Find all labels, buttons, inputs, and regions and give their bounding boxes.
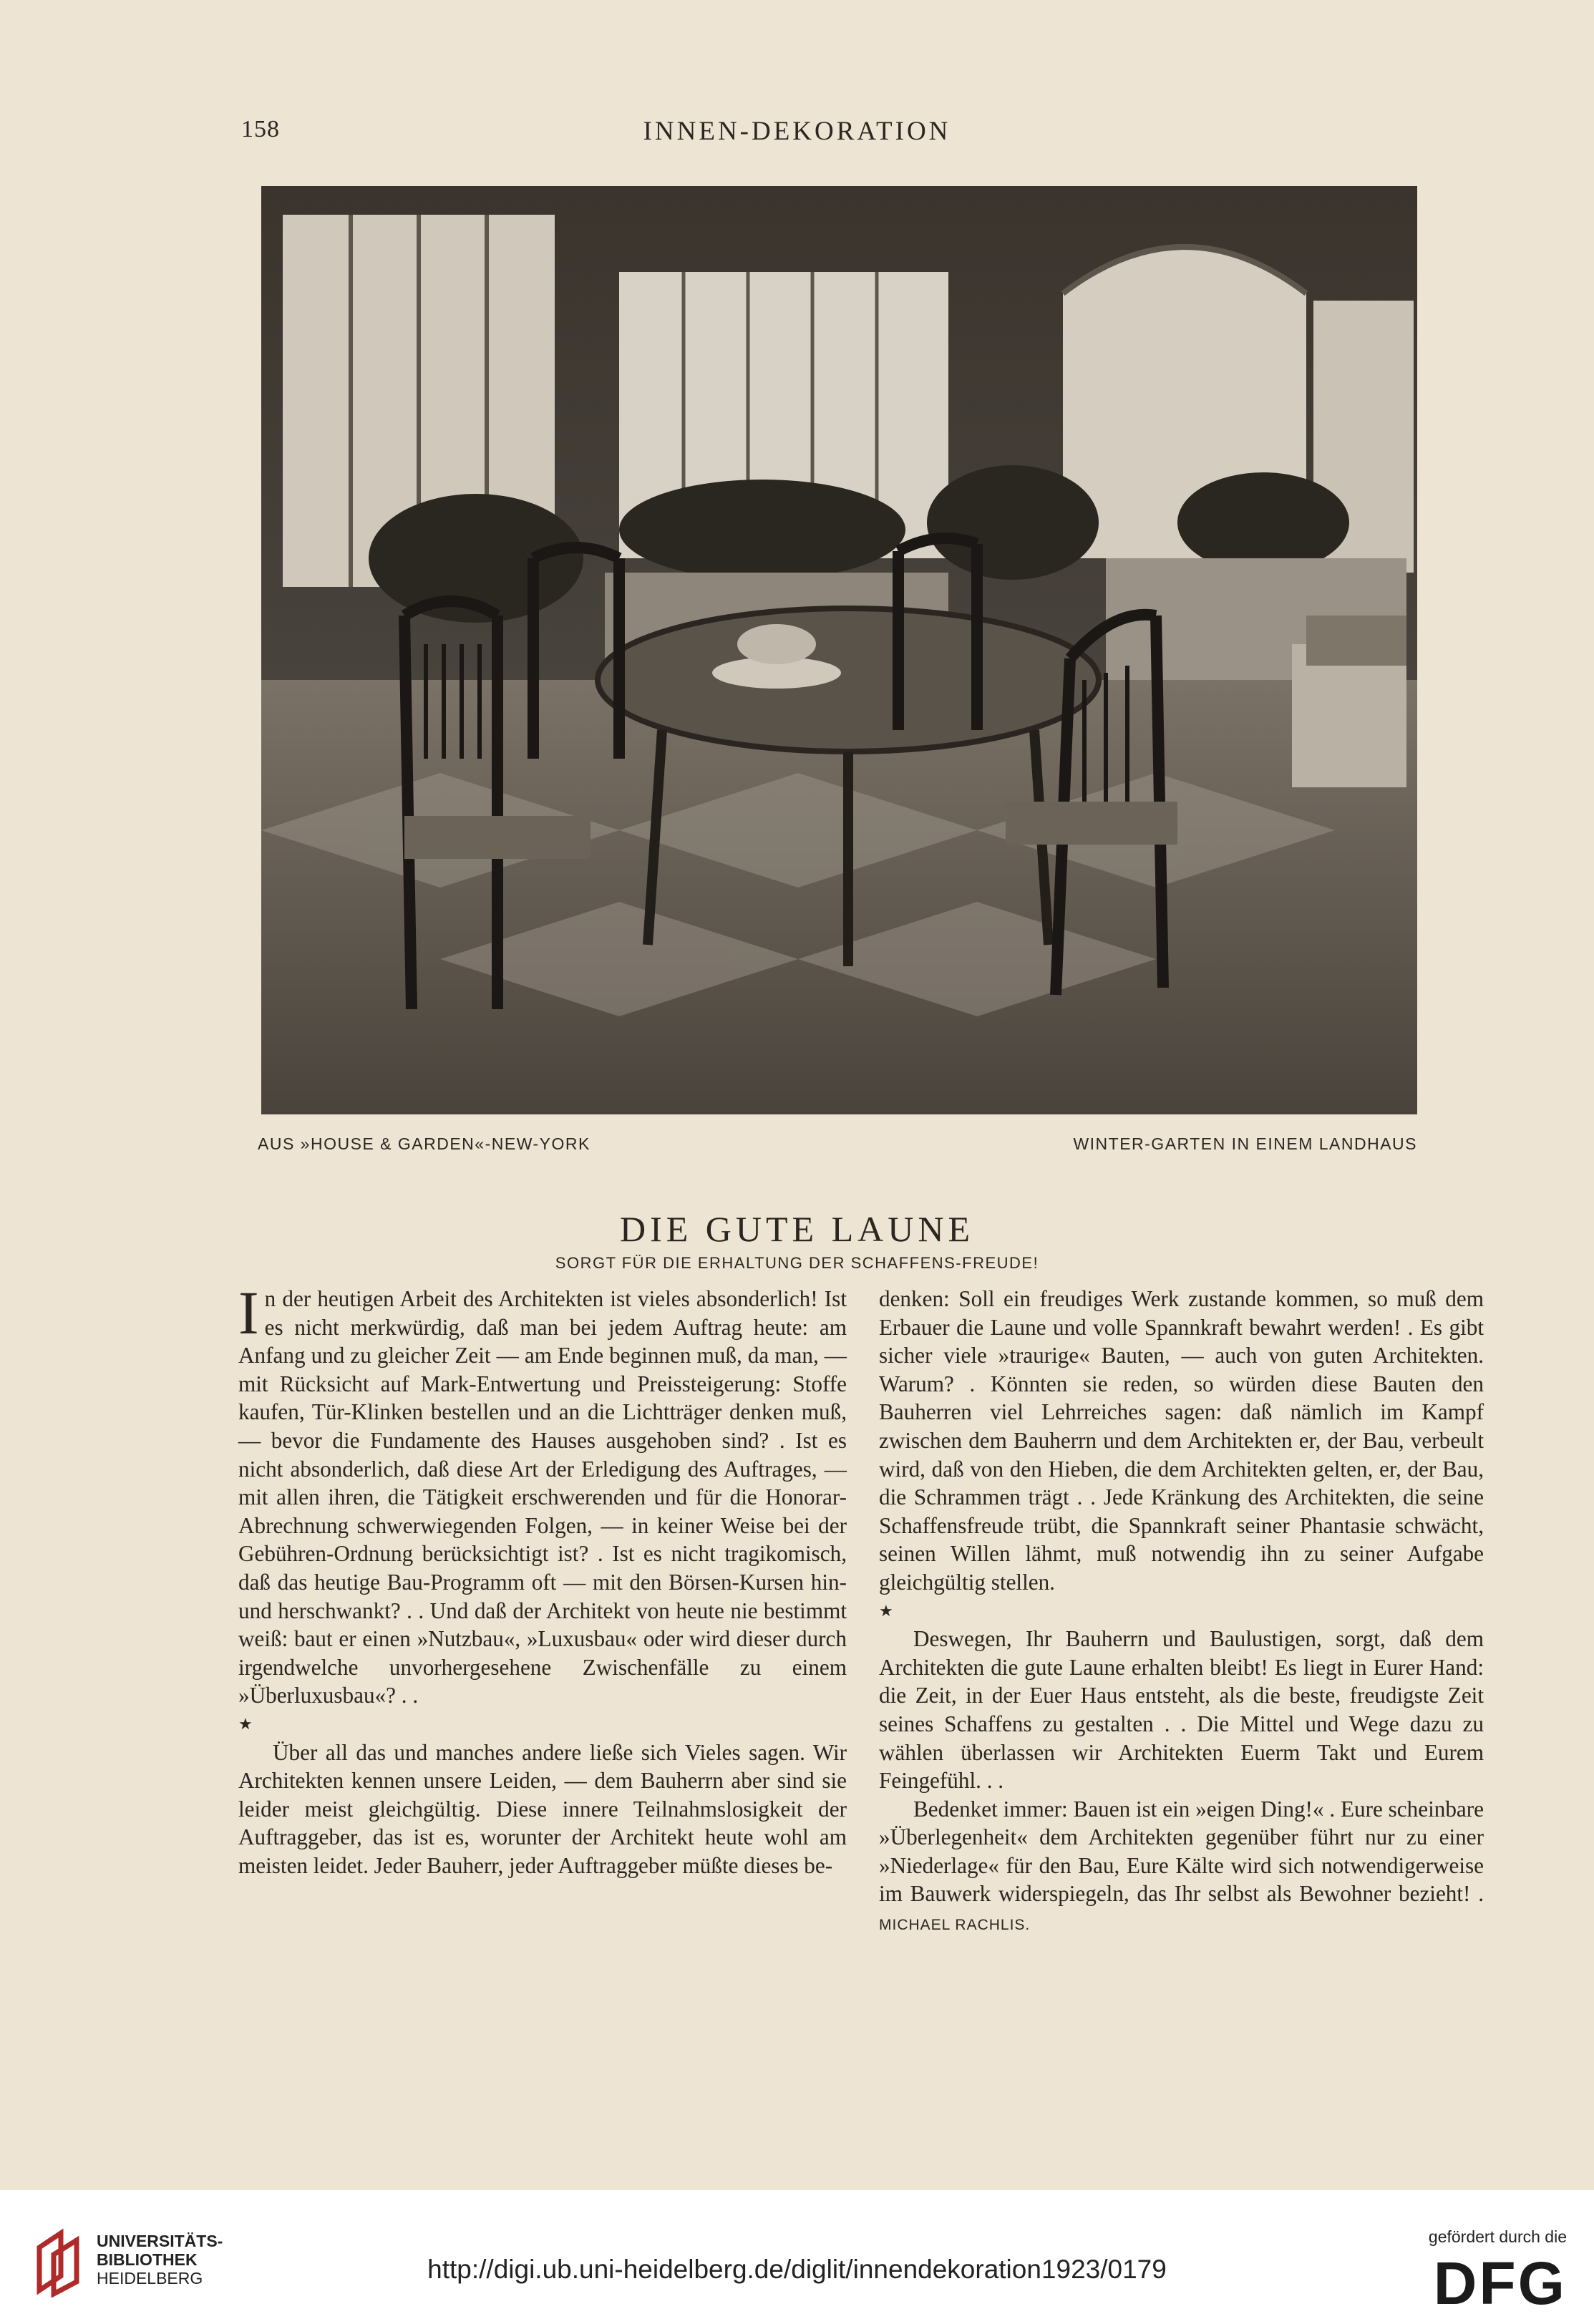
- paragraph-text: Bedenket immer: Bauen ist ein »eigen Ding!« . Eure scheinbare »Überlegenheit« dem Architekten gegenüber führt nur zu einer »Niederlage« für den Bau, Eure Kälte wird sich notwendigerweise im Bauwerk widerspiegeln, das Ihr selbst als Bewohner bezieht! .: [879, 1796, 1484, 1907]
- paragraph-text: n der heutigen Arbeit des Architekten ist vieles absonderlich! Ist es nicht merkwürdig, daß man bei jedem Auftrag heute: am Anfang und zu gleicher Zeit — am Ende beginnen muß, da man, — mit Rücksicht auf Mark-Entwertung und Preissteigerung: Stoffe kaufen, Tür-Klinken bestellen und an die Lichtträger denken muß, — bevor die Fundamente des Hauses ausgehoben sind? . Ist es nicht absonderlich, daß diese Art der Erledigung des Auftrages, — mit allen ihren, die Tätigkeit erschwerenden und für die Honorar-Abrechnung schwerwiegenden Folgen, — in keiner Weise bei der Gebühren-Ordnung berücksichtigt ist? . Ist es nicht tragikomisch, daß das heutige Bau-Programm oft — mit den Börsen-Kursen hin- und herschwankt? . . Und daß der Architekt von heute nie bestimmt weiß: baut er einen »Nutzbau«, »Luxusbau« oder wird dieser durch irgendwelche unvorhergesehene Zwischenfälle zu einem »Überluxusbau«? . .: [238, 1286, 847, 1708]
- permalink-url[interactable]: http://digi.ub.uni-heidelberg.de/diglit/innendekoration1923/0179: [427, 2255, 1167, 2284]
- paragraph: [879, 1795, 1484, 1940]
- paragraph: Deswegen, Ihr Bauherrn und Baulustigen, sorgt, daß dem Architekten die gute Laune erhalten bleibt! Es liegt in Eurer Hand: die Zeit, in der Euer Haus entsteht, als die beste, freudigste Zeit seines Schaffens zu gestalten . . Die Mittel und Wege dazu zu wählen überlassen wir Architekten Euerm Takt und Eurem Feingefühl. . .: [879, 1626, 1484, 1794]
- winter-garden-photo: [261, 186, 1417, 1114]
- photo-title-caption: WINTER-GARTEN IN EINEM LANDHAUS: [1073, 1134, 1417, 1153]
- digitization-footer: [0, 2190, 1594, 2324]
- page-number: 158: [241, 116, 280, 142]
- running-head: INNEN-DEKORATION: [643, 117, 951, 146]
- photo-credit-caption: AUS »HOUSE & GARDEN«-NEW-YORK: [258, 1134, 591, 1153]
- article-subtitle: SORGT FÜR DIE ERHALTUNG DER SCHAFFENS-FREUDE!: [555, 1254, 1039, 1272]
- text-column-left: [238, 1278, 847, 1880]
- dfg-logo: DFG: [1433, 2250, 1567, 2317]
- text-column-right: [879, 1285, 1484, 1940]
- library-name-line: UNIVERSITÄTS-: [97, 2232, 223, 2250]
- section-star: ★: [879, 1601, 893, 1620]
- photo-illustration: [261, 186, 1417, 1114]
- library-name-line: BIBLIOTHEK: [97, 2250, 198, 2269]
- library-name-line: HEIDELBERG: [97, 2269, 203, 2287]
- section-star: ★: [238, 1714, 253, 1733]
- paragraph: denken: Soll ein freudiges Werk zustande kommen, so muß dem Erbauer die Laune und volle Spannkraft bewahrt werden! . Es gibt sicher viele »traurige« Bauten, — auch von guten Architekten. Warum? . Könnten sie reden, so würden diese Bauten den Bauherren viel Lehrreiches sagen: daß nämlich im Kampf zwischen dem Bauherrn und dem Architekten er, der Bau, verbeult wird, daß von den Hieben, die dem Architekten gelten, er, der Bau, die Schrammen trägt . . Jede Kränkung des Architekten, die seine Schaffensfreude trübt, die Spannkraft seiner Phantasie schwächt, seinen Willen lähmt, muß notwendig ihn zu seiner Aufgabe gleichgültig stellen.: [879, 1286, 1484, 1595]
- paragraph: [238, 1278, 847, 1710]
- sponsor-text: gefördert durch die: [1428, 2227, 1567, 2246]
- article-title: DIE GUTE LAUNE: [619, 1209, 974, 1249]
- author-signature: MICHAEL RACHLIS.: [879, 1917, 1031, 1934]
- drop-cap: I: [238, 1278, 259, 1347]
- paragraph: Über all das und manches andere ließe sich Vieles sagen. Wir Architekten kennen unsere Leiden, — dem Bauherrn aber sind sie leider meist gleichgültig. Diese innere Teilnahmslosigkeit der Auftraggeber, das ist es, worunter der Architekt heute wohl am meisten leidet. Jeder Bauherr, jeder Auftraggeber müßte dieses be-: [238, 1739, 847, 1878]
